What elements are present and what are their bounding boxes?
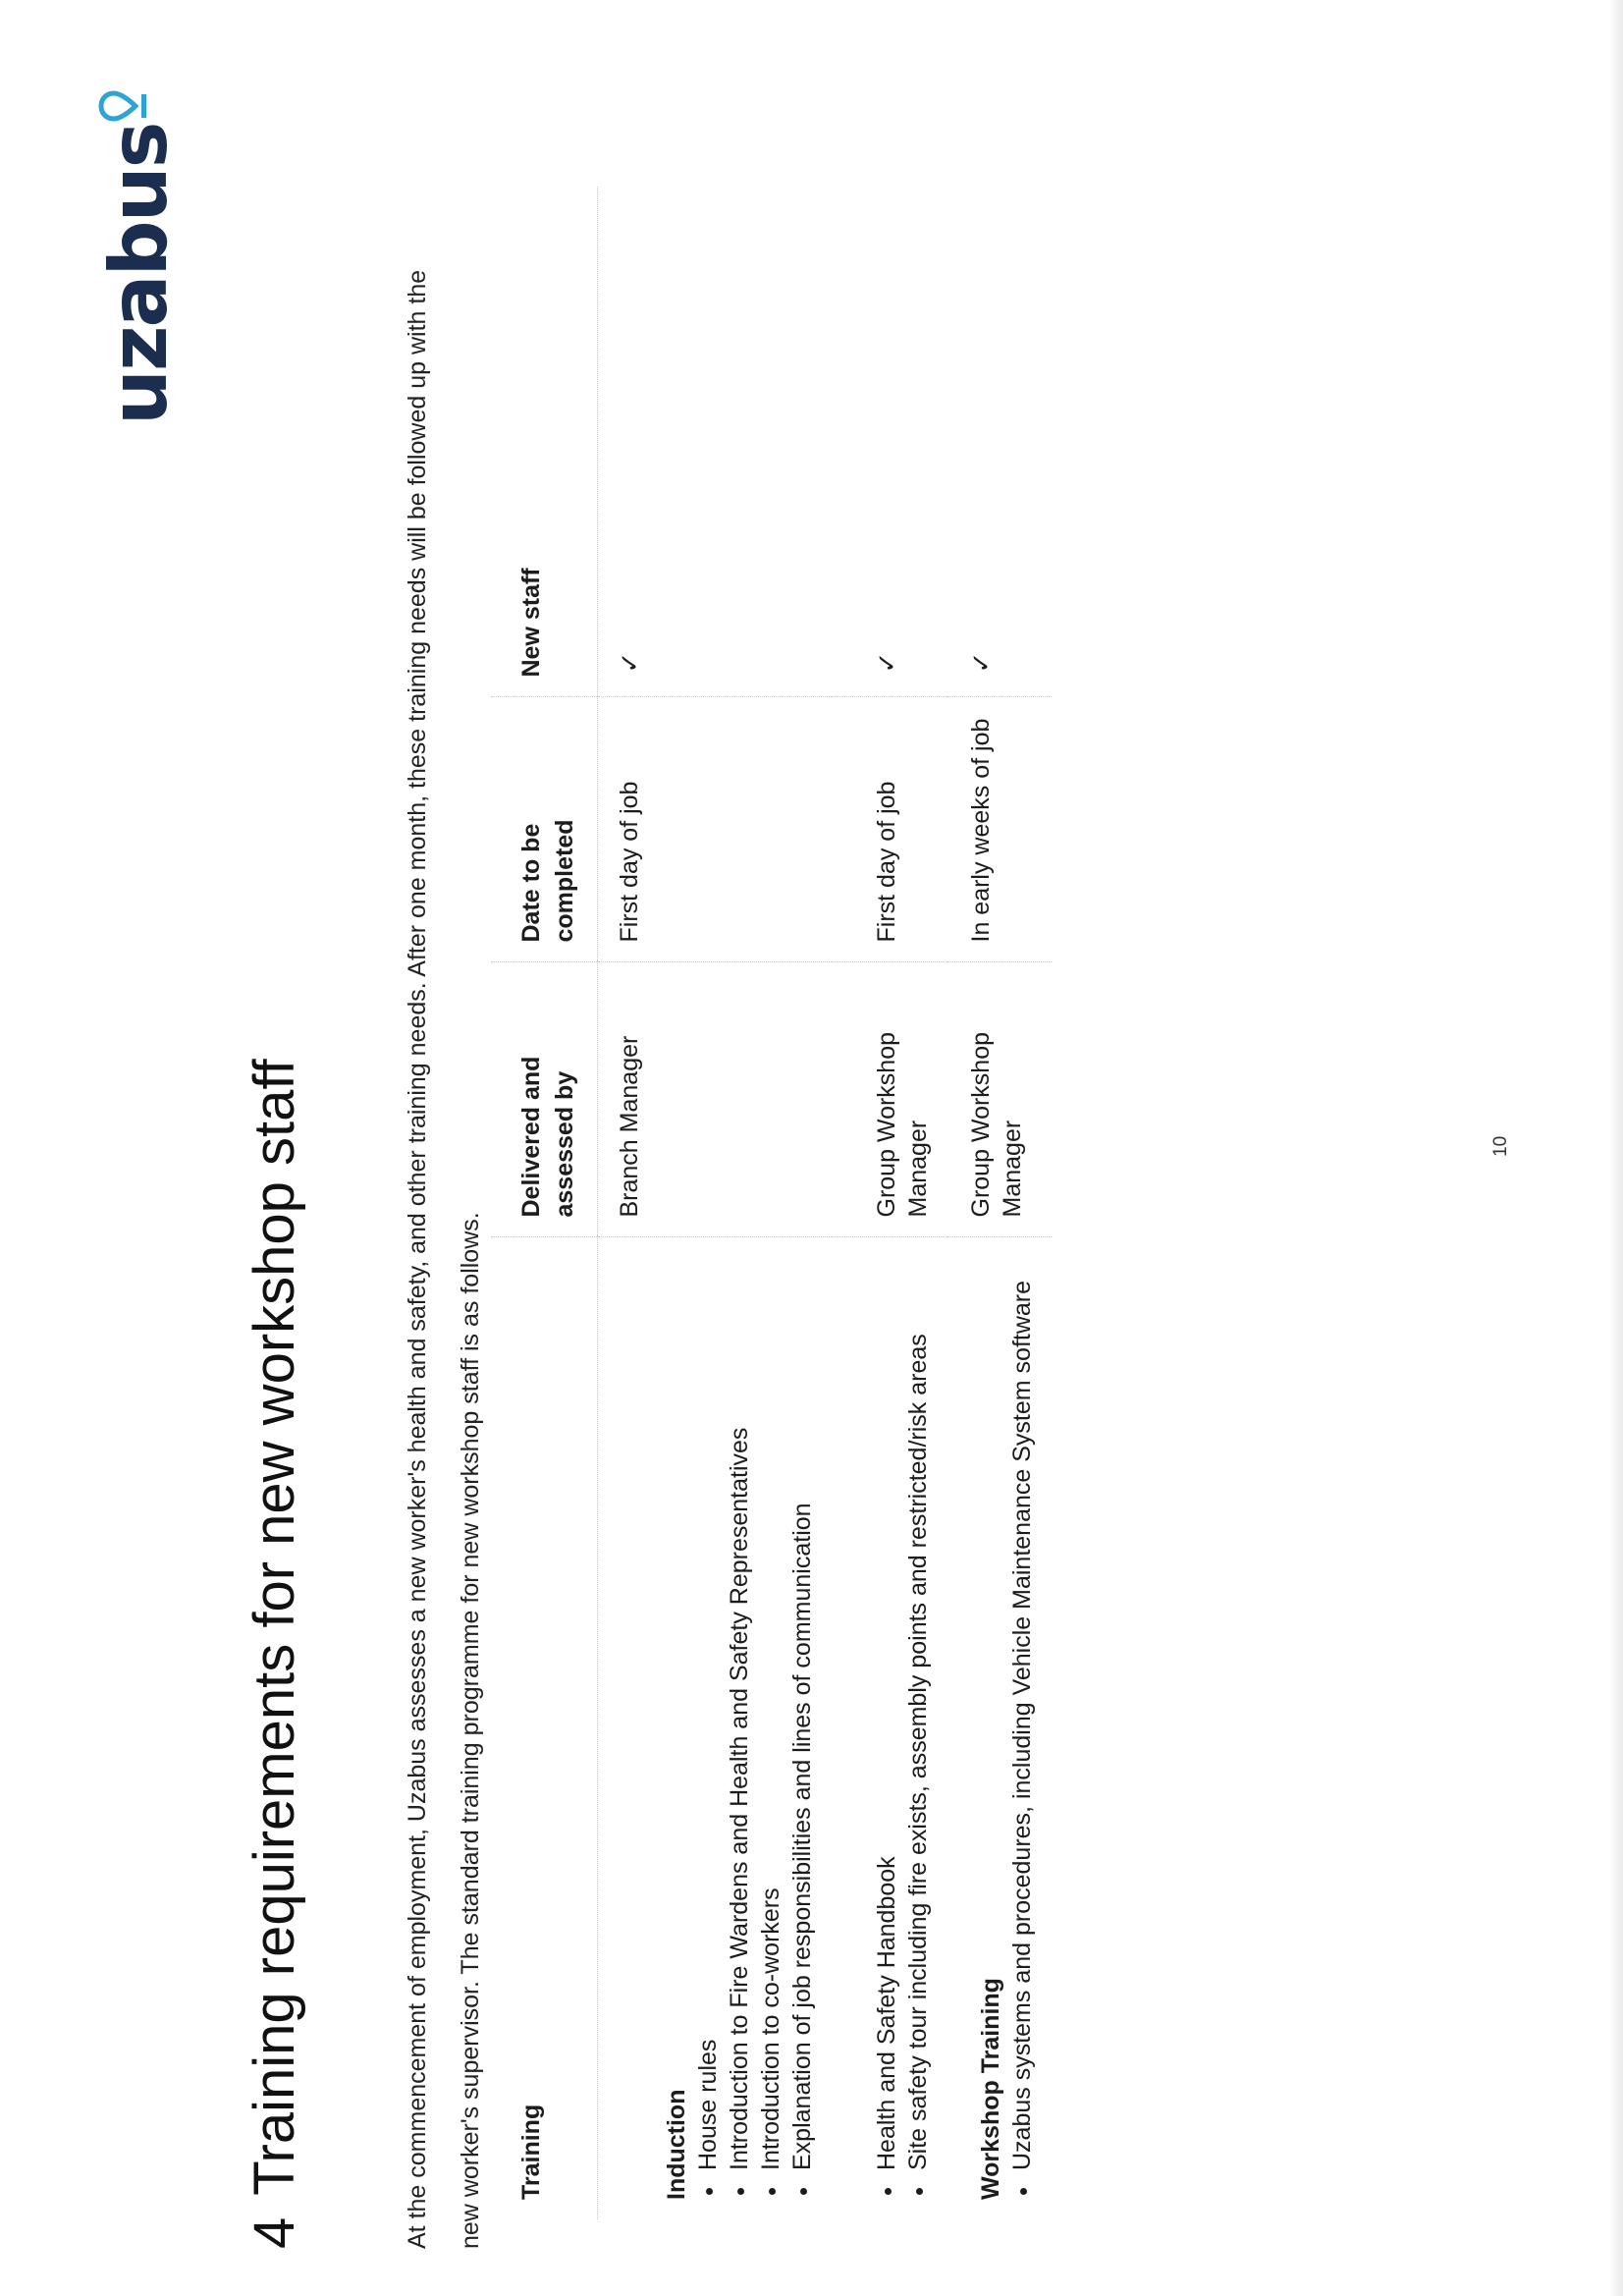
table-header-row [491, 187, 598, 2219]
table-row [832, 187, 947, 2219]
delivered-by-cell: Group Workshop Manager [947, 962, 1052, 1237]
training-section-title: Workshop Training [977, 1978, 1004, 2200]
check-mark-icon: ✓ [872, 651, 901, 674]
page-number: 10 [1490, 1135, 1511, 1157]
check-mark-icon: ✓ [615, 651, 644, 674]
new-staff-cell [598, 187, 833, 697]
header-new-staff: New staff [491, 187, 598, 697]
training-cell [598, 1237, 833, 2219]
section-number: 4 [243, 2216, 306, 2249]
new-staff-cell [832, 187, 947, 697]
delivered-by-cell: Group Workshop Manager [832, 962, 947, 1237]
logo-wordmark: uzabus [93, 123, 185, 425]
list-item: • Site safety tour including fire exists, assembly points and restricted/risk areas [902, 1258, 934, 2175]
training-table [491, 187, 1052, 2219]
delivered-by-cell: Branch Manager [598, 962, 833, 1237]
training-cell [832, 1237, 947, 2219]
section-title: Training requirements for new workshop staff [243, 1059, 306, 2196]
training-cell [947, 1237, 1052, 2219]
training-items-list [692, 1258, 818, 2201]
location-pin-icon [98, 90, 149, 122]
list-item: • Explanation of job responsibilities and lines of communication [786, 1258, 818, 2175]
date-cell: In early weeks of job [947, 697, 1052, 962]
list-item: • Introduction to Fire Wardens and Health and Safety Representatives [724, 1258, 755, 2175]
uzabus-logo [93, 90, 185, 425]
list-item: • Uzabus systems and procedures, including Vehicle Maintenance System software [1006, 1258, 1038, 2175]
section-heading [243, 1059, 306, 2249]
training-section-title: Induction [663, 2089, 690, 2200]
header-delivered-by: Delivered and assessed by [491, 962, 598, 1237]
table-row [598, 187, 833, 2219]
header-training: Training [491, 1237, 598, 2219]
date-cell: First day of job [832, 697, 947, 962]
training-items-list [1006, 1258, 1038, 2201]
list-item: • Health and Safety Handbook [871, 1258, 902, 2175]
table-row [947, 187, 1052, 2219]
training-items-list [871, 1258, 934, 2201]
intro-paragraph: At the commencement of employment, Uzabus assesses a new worker's health and safety, and other training needs. After one month, these training needs will be followed up with the new worker's supervisor. The standard training programme for new workshop staff is as follows. [404, 269, 484, 2249]
date-cell: First day of job [598, 697, 833, 962]
new-staff-cell [947, 187, 1052, 697]
list-item: • House rules [692, 1258, 724, 2175]
list-item: • Introduction to co-workers [755, 1258, 786, 2175]
check-mark-icon: ✓ [966, 651, 996, 674]
header-date-to-complete: Date to be completed [491, 697, 598, 962]
